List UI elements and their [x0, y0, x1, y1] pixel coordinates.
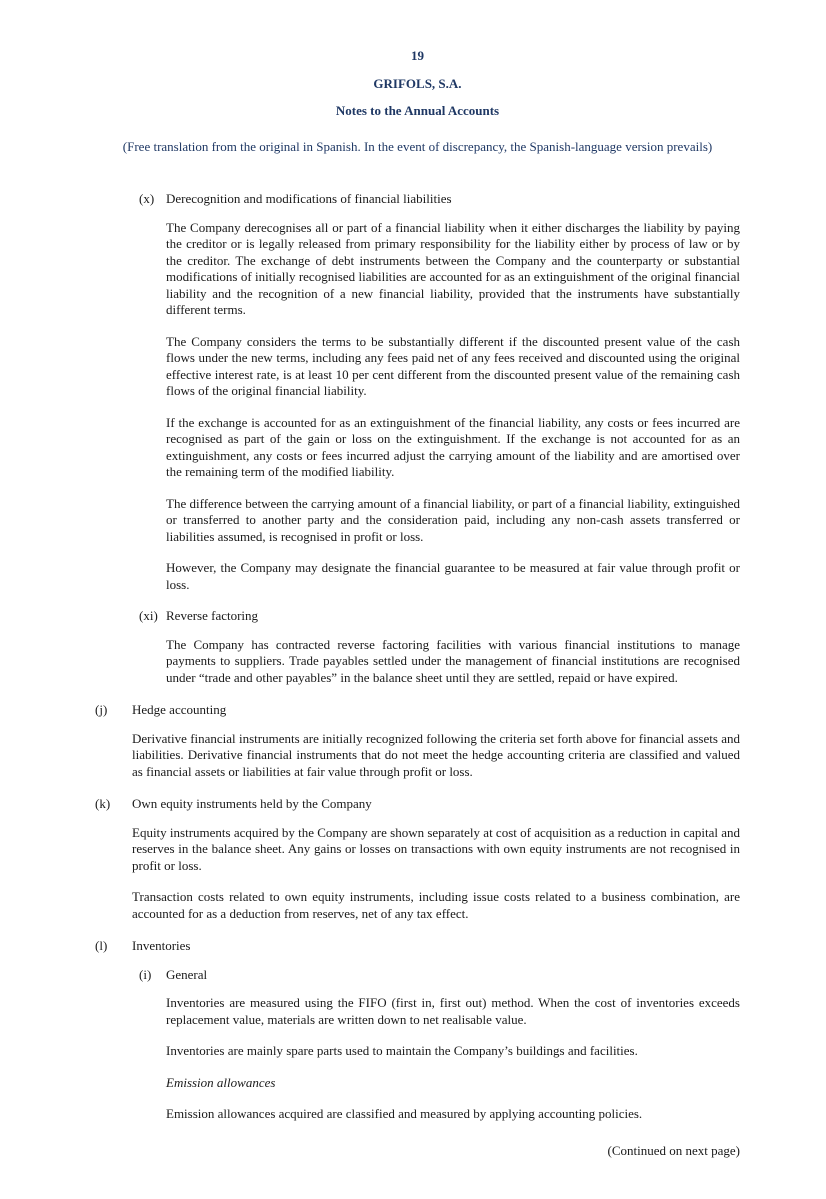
section-label: (k) — [95, 796, 111, 811]
section-heading — [95, 938, 740, 955]
section-heading — [95, 608, 740, 625]
paragraph: Inventories are mainly spare parts used to maintain the Company’s buildings and facilities. — [166, 1043, 638, 1058]
section-title: Inventories — [132, 938, 191, 953]
company-name: GRIFOLS, S.A. — [373, 75, 462, 91]
section-label: (x) — [139, 191, 155, 206]
document-title: Notes to the Annual Accounts — [335, 103, 500, 118]
paragraph: Derivative financial instruments are initially recognized following the criteria set forth above for financial assets and liabilities. Derivative financial instruments that do not meet the hedge accounting criteria are classified and valued as financial assets or liabilities at fair value through profit or loss. — [132, 730, 740, 779]
section-heading — [95, 967, 740, 984]
section — [95, 967, 740, 1123]
section-heading — [95, 191, 740, 208]
paragraph: Emission allowances acquired are classified and measured by applying accounting policies. — [166, 1106, 643, 1121]
continuation-note: (Continued on next page) — [607, 1142, 740, 1158]
paragraph: The difference between the carrying amount of a financial liability, or part of a financial liability, extinguished or transferred to another party and the consideration paid, including any non-cash assets transferred or liabilities assumed, is recognised in profit or loss. — [166, 495, 740, 544]
paragraph: Transaction costs related to own equity instruments, including issue costs related to a business combination, are accounted for as a deduction from reserves, net of any tax effect. — [132, 889, 740, 921]
document-body — [95, 191, 740, 1123]
page-number: 19 — [411, 48, 424, 63]
section — [95, 796, 740, 922]
section-title: Reverse factoring — [166, 608, 259, 623]
section-label: (j) — [95, 702, 108, 717]
section-paragraphs — [95, 731, 740, 781]
paragraph: The Company considers the terms to be substantially different if the discounted present value of the cash flows under the new terms, including any fees paid net of any fees received and discounted using the original effective interest rate, is at least 10 per cent different from the discounted present value of the remaining cash flows of the original financial liability. — [166, 333, 740, 398]
section-paragraphs — [95, 637, 740, 687]
section-title: Own equity instruments held by the Company — [132, 796, 372, 811]
section-heading — [95, 702, 740, 719]
section-label: (i) — [139, 966, 152, 982]
paragraph: If the exchange is accounted for as an extinguishment of the financial liability, any costs or fees incurred are recognised as part of the gain or loss on the extinguishment. If the exchange is not accounted for as an extinguishment, any costs or fees incurred adjust the carrying amount of the liability and are amortised over the remaining term of the modified liability. — [166, 414, 740, 479]
paragraph: Inventories are measured using the FIFO (first in, first out) method. When the cost of inventories exceeds replacement value, materials are written down to net realisable value. — [166, 995, 740, 1027]
section-label: (l) — [95, 938, 108, 953]
section-paragraphs — [95, 220, 740, 594]
section-title: General — [166, 966, 208, 982]
section — [95, 608, 740, 686]
section-title: Derecognition and modifications of financial liabilities — [166, 191, 452, 206]
translation-note: (Free translation from the original in Spanish. In the event of discrepancy, the Spanish-language version prevails) — [122, 138, 713, 154]
section-title: Hedge accounting — [132, 702, 227, 717]
document-header — [95, 48, 740, 120]
paragraph: However, the Company may designate the financial guarantee to be measured at fair value through profit or loss. — [166, 560, 740, 592]
paragraph: Equity instruments acquired by the Company are shown separately at cost of acquisition as a reduction in capital and reserves in the balance sheet. Any gains or losses on transactions with own equity instruments are not recognised in profit or loss. — [132, 824, 740, 873]
section-paragraphs — [95, 995, 740, 1123]
paragraph: The Company has contracted reverse factoring facilities with various financial institutions to manage payments to suppliers. Trade payables settled under the management of financial institutions are recognised under “trade and other payables” in the balance sheet until they are settled, repaid or have expired. — [166, 636, 740, 685]
section — [95, 938, 740, 955]
section — [95, 702, 740, 780]
italic-subheading: Emission allowances — [166, 1074, 276, 1090]
section — [95, 191, 740, 593]
section-label: (xi) — [139, 608, 158, 623]
section-heading — [95, 796, 740, 813]
section-paragraphs — [95, 825, 740, 923]
paragraph: The Company derecognises all or part of a financial liability when it either discharges the liability by paying the creditor or is legally released from primary responsibility for the liability either by process of law or by the creditor. The exchange of debt instruments between the Company and the counterparty or substantial modifications of initially recognised liabilities are accounted for as an extinguishment of the original financial liability and the recognition of a new financial liability, provided that the instruments have substantially different terms. — [166, 219, 740, 317]
